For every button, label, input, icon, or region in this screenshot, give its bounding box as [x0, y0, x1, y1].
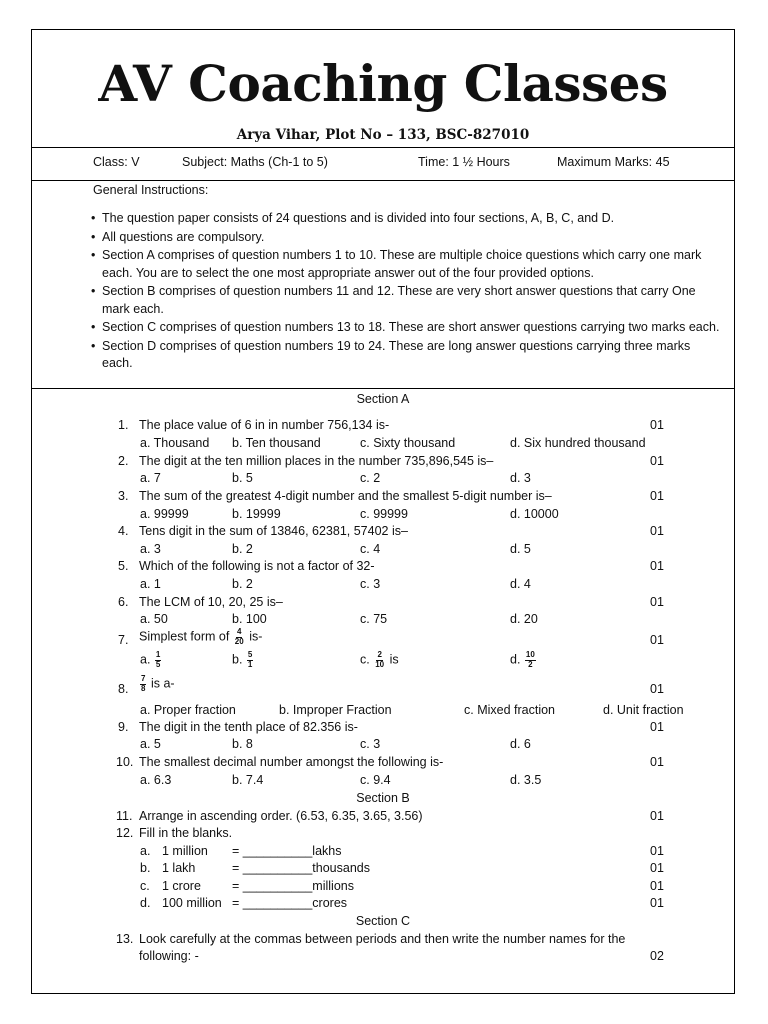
numerator: 10: [525, 650, 535, 659]
option-a: a. 1: [140, 577, 161, 591]
question-text-post: is-: [249, 629, 263, 644]
part-blank: = __________crores: [232, 896, 348, 910]
question-text: Tens digit in the sum of 13846, 62381, 57402 is–: [139, 524, 408, 538]
option-d: d. 10000: [510, 507, 559, 521]
numerator: 4: [237, 627, 242, 636]
option-a: a. Thousand: [140, 436, 210, 450]
option-c: c. Sixty thousand: [360, 436, 456, 450]
denominator: 20: [234, 636, 244, 646]
part-blank: = __________millions: [232, 879, 354, 893]
question-marks: 01: [650, 418, 664, 432]
question-marks: 02: [650, 949, 664, 963]
time-label: Time: 1 ½ Hours: [418, 155, 510, 169]
option-label: c.: [360, 652, 370, 667]
option-label: b.: [232, 652, 243, 667]
section-b-heading: Section B: [356, 791, 410, 805]
option-c: c. 4: [360, 542, 381, 556]
option-b: b. Ten thousand: [232, 436, 321, 450]
divider: [31, 388, 735, 389]
section-a-heading: Section A: [356, 392, 410, 406]
instruction-item: • Section A comprises of question numbers 1 to 10. These are multiple choice questions which carry one mark each. You are to select the one most appropriate answer out of the four provided options.: [91, 248, 702, 280]
fraction: [525, 651, 536, 669]
option-d: [510, 651, 537, 669]
question-marks: 01: [650, 879, 664, 893]
question-text: Which of the following is not a factor of 32-: [139, 559, 375, 573]
question-number: 9.: [118, 720, 129, 734]
subject-label: Subject: Maths (Ch-1 to 5): [182, 155, 328, 169]
option-d: d. 4: [510, 577, 531, 591]
option-a: a. 6.3: [140, 773, 172, 787]
question-number: 7.: [118, 633, 129, 647]
instruction-item: • All questions are compulsory.: [91, 229, 265, 244]
section-c-heading: Section C: [355, 914, 411, 928]
class-label: Class: V: [93, 155, 140, 169]
option-c: c. Mixed fraction: [464, 703, 556, 717]
question-marks: 01: [650, 595, 664, 609]
question-marks: 01: [650, 489, 664, 503]
denominator: 5: [155, 659, 161, 669]
option-a: a. 5: [140, 737, 161, 751]
denominator: 10: [375, 659, 385, 669]
option-b: b. 2: [232, 542, 253, 556]
option-c: c. 2: [360, 471, 381, 485]
question-text-pre: Simplest form of: [139, 629, 230, 644]
fraction: [247, 651, 253, 669]
question-number: 11.: [116, 809, 133, 823]
question-marks: 01: [650, 896, 664, 910]
option-b: b. 19999: [232, 507, 281, 521]
denominator: 1: [247, 659, 253, 669]
question-marks: 01: [650, 633, 664, 647]
option-c: c. 99999: [360, 507, 408, 521]
option-a: [140, 651, 162, 669]
question-text: Look carefully at the commas between periods and then write the number names for the: [139, 932, 626, 946]
question-text: [139, 675, 175, 693]
max-marks-label: Maximum Marks: 45: [557, 155, 670, 169]
option-c: c. 3: [360, 577, 381, 591]
question-marks: 01: [650, 559, 664, 573]
denominator: 2: [528, 659, 533, 669]
question-marks: 01: [650, 524, 664, 538]
divider: [31, 147, 735, 148]
numerator: 2: [377, 650, 382, 659]
question-marks: 01: [650, 720, 664, 734]
part-label: b.: [140, 861, 151, 875]
option-a: a. Proper fraction: [140, 703, 236, 717]
numerator: 7: [141, 674, 146, 683]
option-a: a. 50: [140, 612, 168, 626]
question-number: 12.: [116, 826, 134, 840]
option-a: a. 3: [140, 542, 161, 556]
question-number: 3.: [118, 489, 129, 503]
question-text: [139, 628, 262, 646]
instructions-heading: General Instructions:: [93, 183, 209, 197]
instruction-item: • Section C comprises of question numbers 13 to 18. These are short answer questions carrying two marks each.: [91, 320, 720, 334]
question-text: The digit at the ten million places in the number 735,896,545 is–: [139, 454, 494, 468]
question-text: The place value of 6 in in number 756,134 is-: [139, 418, 390, 432]
part-left: 1 million: [162, 844, 208, 858]
question-number: 6.: [118, 595, 129, 609]
question-number: 10.: [116, 755, 134, 769]
option-d: d. 3.5: [510, 773, 542, 787]
question-text: The LCM of 10, 20, 25 is–: [139, 595, 283, 609]
question-text-post: is a-: [150, 676, 175, 691]
question-text: Arrange in ascending order. (6.53, 6.35, 3.65, 3.56): [139, 809, 423, 823]
part-left: 1 lakh: [162, 861, 196, 875]
question-number: 4.: [118, 524, 129, 538]
question-number: 1.: [118, 418, 129, 432]
option-b: b. 8: [232, 737, 253, 751]
option-c: c. 75: [360, 612, 388, 626]
option-c: [360, 651, 399, 669]
question-text: The smallest decimal number amongst the following is-: [139, 755, 444, 769]
page-title: AV Coaching Classes: [98, 54, 668, 113]
denominator: 8: [141, 683, 146, 693]
fraction: [155, 651, 161, 669]
fraction: [374, 651, 385, 669]
question-marks: 01: [650, 755, 664, 769]
question-number: 13.: [116, 932, 134, 946]
option-label: a.: [140, 652, 151, 667]
instructions-list: [91, 210, 721, 374]
option-d: d. 20: [510, 612, 538, 626]
question-number: 5.: [118, 559, 129, 573]
question-marks: 01: [650, 454, 664, 468]
option-b: b. 7.4: [232, 773, 264, 787]
instruction-item: • Section D comprises of question numbers 19 to 24. These are long answer questions carrying three marks each.: [91, 338, 691, 370]
institute-address: Arya Vihar, Plot No – 133, BSC-827010: [236, 127, 530, 143]
option-d: d. 5: [510, 542, 531, 556]
option-d: d. 6: [510, 737, 531, 751]
question-text: The digit in the tenth place of 82.356 is-: [139, 720, 358, 734]
option-d: d. 3: [510, 471, 531, 485]
part-blank: = __________lakhs: [232, 844, 342, 858]
fraction: [140, 675, 146, 693]
option-a: a. 7: [140, 471, 161, 485]
part-blank: = __________thousands: [232, 861, 370, 875]
part-left: 1 crore: [162, 879, 201, 893]
question-number: 2.: [118, 454, 129, 468]
question-text-continued: following: -: [139, 949, 199, 963]
instruction-item: • The question paper consists of 24 questions and is divided into four sections, A, B, C, and D.: [91, 211, 615, 225]
question-marks: 01: [650, 809, 664, 823]
option-a: a. 99999: [140, 507, 189, 521]
option-b: b. Improper Fraction: [279, 703, 392, 717]
question-number: 8.: [118, 682, 129, 696]
divider: [31, 180, 735, 181]
option-b: b. 2: [232, 577, 253, 591]
question-text: Fill in the blanks.: [139, 826, 233, 840]
question-marks: 01: [650, 682, 664, 696]
option-suffix: is: [389, 652, 399, 667]
part-label: c.: [140, 879, 150, 893]
question-marks: 01: [650, 844, 664, 858]
question-marks: 01: [650, 861, 664, 875]
option-b: b. 100: [232, 612, 267, 626]
option-c: c. 3: [360, 737, 381, 751]
part-label: d.: [140, 896, 151, 910]
option-d: d. Unit fraction: [603, 703, 684, 717]
option-d: d. Six hundred thousand: [510, 436, 646, 450]
option-b: b. 5: [232, 471, 253, 485]
option-c: c. 9.4: [360, 773, 391, 787]
numerator: 1: [155, 650, 161, 659]
instruction-item: • Section B comprises of question numbers 11 and 12. These are very short answer questions that carry One mark each.: [91, 284, 696, 316]
question-text: The sum of the greatest 4-digit number and the smallest 5-digit number is–: [139, 489, 552, 503]
option-label: d.: [510, 652, 521, 667]
numerator: 5: [247, 650, 253, 659]
fraction: [234, 628, 245, 646]
part-label: a.: [140, 844, 151, 858]
option-b: [232, 651, 254, 669]
part-left: 100 million: [162, 896, 222, 910]
